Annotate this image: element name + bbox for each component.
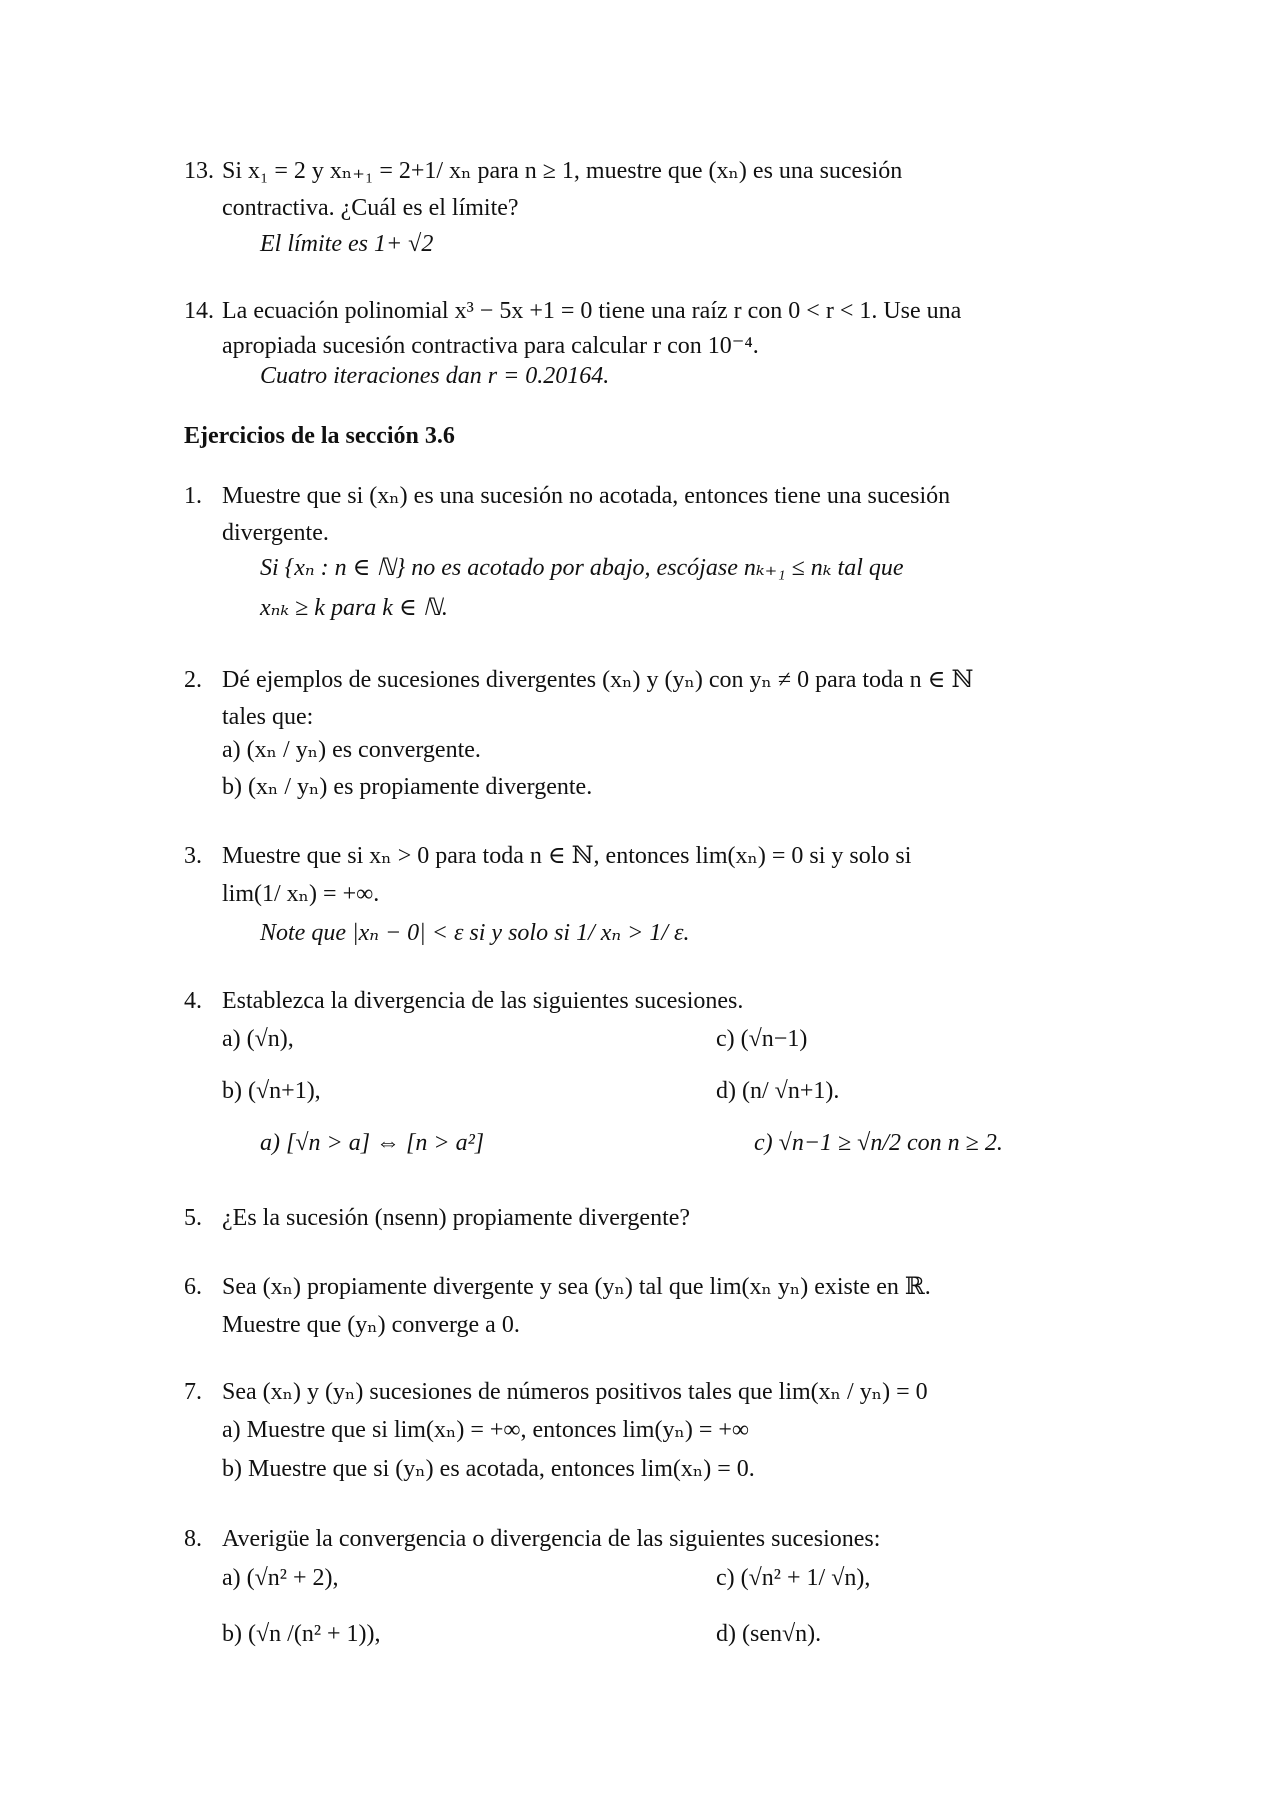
exercise-1-line-1: Muestre que si (xₙ) es una sucesión no acotada, entonces tiene una sucesión (222, 483, 951, 509)
exercise-2-item-b: b) (xₙ / yₙ) es propiamente divergente. (222, 774, 593, 800)
exercise-4-number: 4. (184, 988, 202, 1014)
exercise-6-number: 6. (184, 1274, 202, 1300)
exercise-2-line-1: Dé ejemplos de sucesiones divergentes (xₙ) y (yₙ) con yₙ ≠ 0 para toda n ∈ ℕ (222, 667, 974, 693)
exercise-3-line-1: Muestre que si xₙ > 0 para toda n ∈ ℕ, entonces lim(xₙ) = 0 si y solo si (222, 843, 912, 869)
exercise-13-line-2: contractiva. ¿Cuál es el límite? (222, 195, 519, 221)
exercise-2-line-2: tales que: (222, 704, 314, 730)
exercise-13-line-1: Si x₁ = 2 y xₙ₊₁ = 2+1/ xₙ para n ≥ 1, muestre que (xₙ) es una sucesión (222, 158, 903, 184)
exercise-4-hint-a: a) [√n > a] ⇔ [n > a²] (260, 1130, 485, 1156)
exercise-13-answer: El límite es 1+ √2 (260, 231, 434, 257)
exercise-3-line-2: lim(1/ xₙ) = +∞. (222, 881, 380, 907)
exercise-8-number: 8. (184, 1526, 202, 1552)
exercise-4-line-1: Establezca la divergencia de las siguientes sucesiones. (222, 988, 744, 1014)
exercise-1-hint-2: xₙₖ ≥ k para k ∈ ℕ. (260, 595, 448, 621)
exercise-6-line-2: Muestre que (yₙ) converge a 0. (222, 1312, 520, 1338)
exercise-8-item-c: c) (√n² + 1/ √n), (716, 1565, 871, 1591)
exercise-7-item-b: b) Muestre que si (yₙ) es acotada, entonces lim(xₙ) = 0. (222, 1456, 755, 1482)
exercise-7-number: 7. (184, 1379, 202, 1405)
exercise-5-number: 5. (184, 1205, 202, 1231)
exercise-1-number: 1. (184, 483, 202, 509)
exercise-3-hint: Note que |xₙ − 0| < ε si y solo si 1/ xₙ > 1/ ε. (260, 920, 690, 946)
exercise-4-item-b: b) (√n+1), (222, 1078, 321, 1104)
exercise-3-number: 3. (184, 843, 202, 869)
exercise-8-item-a: a) (√n² + 2), (222, 1565, 339, 1591)
exercise-2-item-a: a) (xₙ / yₙ) es convergente. (222, 737, 481, 763)
exercise-4-item-d: d) (n/ √n+1). (716, 1078, 840, 1104)
exercise-14-answer: Cuatro iteraciones dan r = 0.20164. (260, 363, 610, 389)
exercise-5-line-1: ¿Es la sucesión (nsenn) propiamente divergente? (222, 1205, 691, 1231)
exercise-13-number: 13. (184, 158, 214, 184)
exercise-7-item-a: a) Muestre que si lim(xₙ) = +∞, entonces lim(yₙ) = +∞ (222, 1417, 750, 1443)
exercise-8-line-1: Averigüe la convergencia o divergencia de las siguientes sucesiones: (222, 1526, 881, 1552)
section-title: Ejercicios de la sección 3.6 (184, 423, 455, 449)
exercise-14-number: 14. (184, 298, 214, 324)
exercise-14-line-2: apropiada sucesión contractiva para calcular r con 10⁻⁴. (222, 333, 759, 359)
exercise-4-hint-c: c) √n−1 ≥ √n/2 con n ≥ 2. (754, 1130, 1003, 1156)
exercise-4-item-a: a) (√n), (222, 1026, 294, 1052)
exercise-7-line-1: Sea (xₙ) y (yₙ) sucesiones de números positivos tales que lim(xₙ / yₙ) = 0 (222, 1379, 928, 1405)
exercise-8-item-b: b) (√n /(n² + 1)), (222, 1621, 381, 1647)
exercise-4-item-c: c) (√n−1) (716, 1026, 808, 1052)
exercise-1-hint-1: Si {xₙ : n ∈ ℕ} no es acotado por abajo, escójase nₖ₊₁ ≤ nₖ tal que (260, 555, 904, 581)
exercise-1-line-2: divergente. (222, 520, 329, 546)
exercise-2-number: 2. (184, 667, 202, 693)
exercise-8-item-d: d) (sen√n). (716, 1621, 822, 1647)
exercise-14-line-1: La ecuación polinomial x³ − 5x +1 = 0 tiene una raíz r con 0 < r < 1. Use una (222, 298, 962, 324)
exercise-6-line-1: Sea (xₙ) propiamente divergente y sea (yₙ) tal que lim(xₙ yₙ) existe en ℝ. (222, 1274, 931, 1300)
